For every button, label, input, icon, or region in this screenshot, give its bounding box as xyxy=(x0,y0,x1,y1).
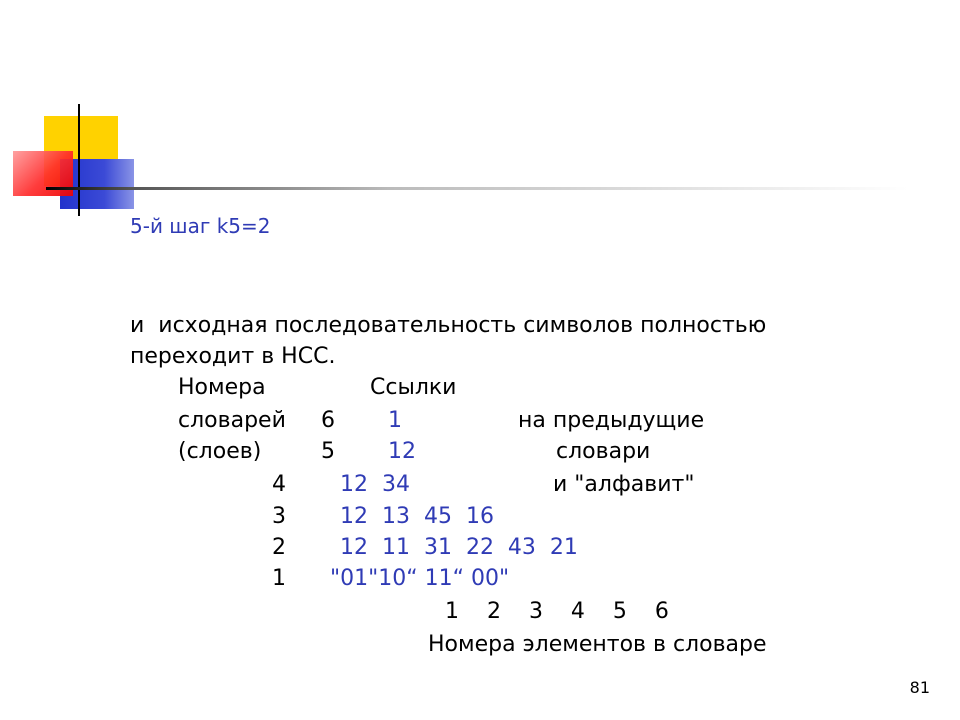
element-caption: Номера элементов в словаре xyxy=(428,632,767,657)
row-number: 3 xyxy=(272,504,286,529)
row-refs: 1 xyxy=(388,408,402,433)
row-note: на предыдущие xyxy=(518,408,705,433)
row-number: 6 xyxy=(321,408,335,433)
page-number: 81 xyxy=(909,678,930,697)
row-refs: "01"10“ 11“ 00" xyxy=(330,566,510,591)
paragraph-line-1: и исходная последовательность символов полностью xyxy=(130,313,767,338)
element-numbers: 1 2 3 4 5 6 xyxy=(445,599,669,624)
row-number: 4 xyxy=(272,472,286,497)
slide-title: 5-й шаг k5=2 xyxy=(130,214,271,238)
row-refs: 12 13 45 16 xyxy=(340,504,494,529)
row-number: 5 xyxy=(321,439,335,464)
row-refs: 12 xyxy=(388,439,416,464)
row-number: 2 xyxy=(272,535,286,560)
row-refs: 12 34 xyxy=(340,472,410,497)
paragraph-line-2: переходит в НСС. xyxy=(130,344,336,369)
header-dictionary-numbers: Номера xyxy=(178,375,266,400)
row-refs: 12 11 31 22 43 21 xyxy=(340,535,578,560)
decor-horizontal-rule xyxy=(46,187,908,190)
row-note: и "алфавит" xyxy=(553,472,695,497)
row-number: 1 xyxy=(272,566,286,591)
row-note: словари xyxy=(556,439,651,464)
header-links: Ссылки xyxy=(370,375,457,400)
row-label: (слоев) xyxy=(178,439,262,464)
row-label: словарей xyxy=(178,408,286,433)
decor-vertical-line xyxy=(78,104,80,216)
